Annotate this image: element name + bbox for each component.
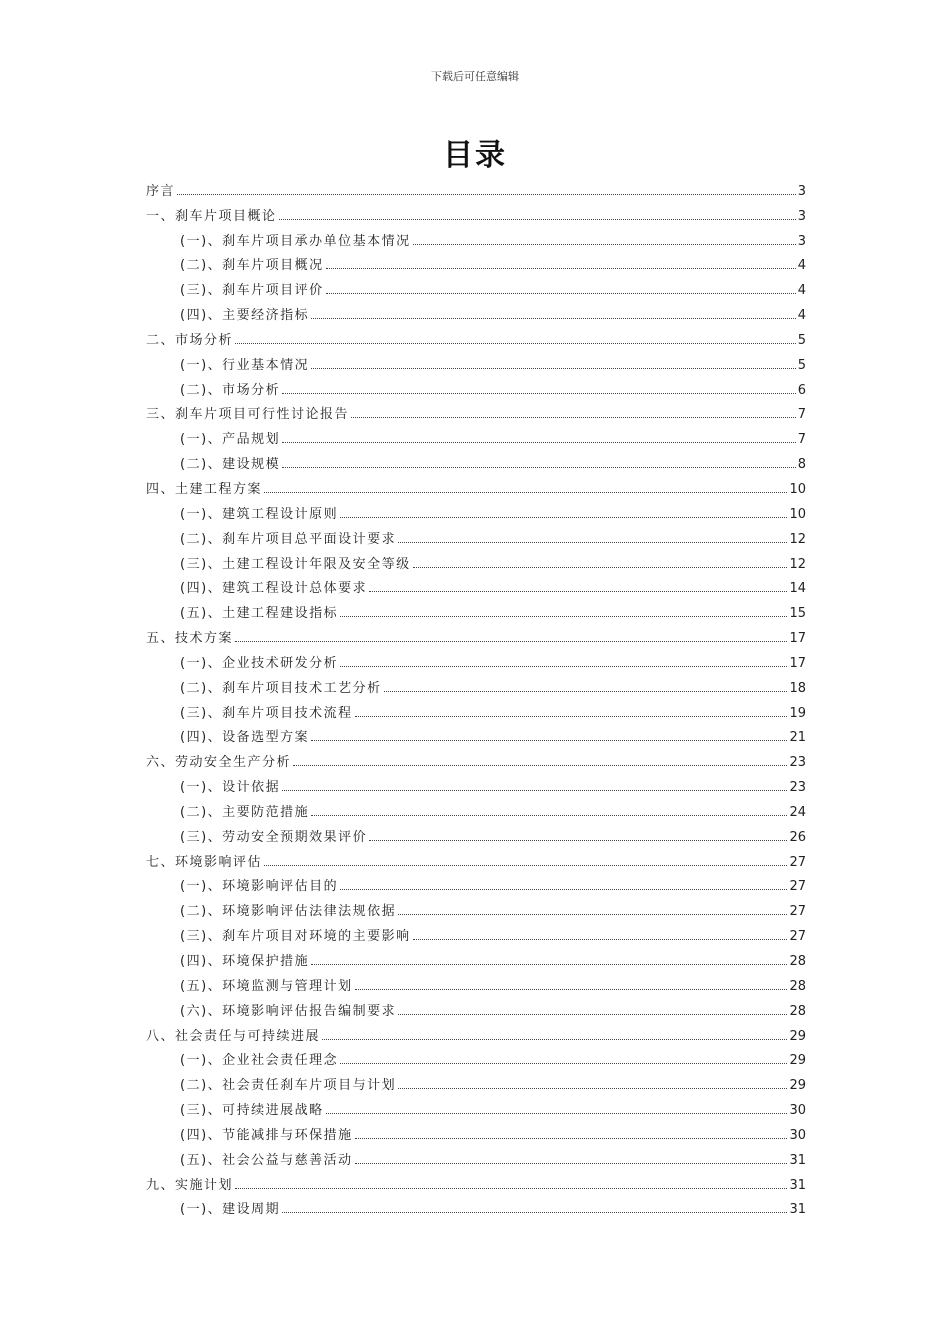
toc-entry-page-number: 3: [797, 208, 806, 224]
toc-entry[interactable]: [146, 1118, 806, 1143]
toc-entry-page-number: 31: [789, 1177, 806, 1193]
toc-entry-label: (三)、刹车片项目技术流程: [180, 705, 353, 721]
toc-entry[interactable]: [146, 795, 806, 820]
toc-entry[interactable]: [146, 1068, 806, 1093]
toc-entry[interactable]: [146, 447, 806, 472]
toc-entry-page-number: 4: [797, 283, 806, 299]
toc-entry-label: (四)、主要经济指标: [180, 308, 310, 324]
toc-entry-page-number: 30: [789, 1103, 806, 1119]
toc-dot-leader: [355, 1163, 788, 1164]
toc-dot-leader: [282, 467, 796, 468]
toc-dot-leader: [413, 567, 788, 568]
toc-dot-leader: [413, 244, 796, 245]
toc-dot-leader: [413, 939, 788, 940]
toc-entry-label: (二)、社会责任刹车片项目与计划: [180, 1078, 397, 1094]
toc-dot-leader: [369, 591, 787, 592]
toc-dot-leader: [355, 1138, 788, 1139]
toc-dot-leader: [326, 293, 796, 294]
toc-entry[interactable]: [146, 1019, 806, 1044]
toc-entry[interactable]: [146, 522, 806, 547]
toc-entry[interactable]: [146, 621, 806, 646]
toc-dot-leader: [311, 368, 796, 369]
toc-entry-label: (五)、社会公益与慈善活动: [180, 1152, 353, 1168]
toc-entry-page-number: 5: [797, 332, 806, 348]
toc-entry-page-number: 23: [789, 755, 806, 771]
toc-entry-label: (五)、土建工程建设指标: [180, 606, 339, 622]
toc-entry-page-number: 31: [789, 1152, 806, 1168]
toc-dot-leader: [384, 691, 788, 692]
toc-dot-leader: [293, 765, 787, 766]
toc-entry-label: (五)、环境监测与管理计划: [180, 978, 353, 994]
toc-entry-label: (一)、刹车片项目承办单位基本情况: [180, 233, 411, 249]
toc-entry-page-number: 10: [789, 506, 806, 522]
toc-entry-label: 七、环境影响评估: [146, 854, 263, 870]
toc-entry-page-number: 29: [789, 1028, 806, 1044]
toc-entry-label: (二)、主要防范措施: [180, 804, 310, 820]
toc-entry[interactable]: [146, 745, 806, 770]
toc-entry-page-number: 5: [797, 357, 806, 373]
page-title: 目录: [443, 138, 507, 173]
toc-entry-page-number: 10: [789, 481, 806, 497]
toc-entry[interactable]: [146, 671, 806, 696]
toc-entry-page-number: 3: [797, 183, 806, 199]
toc-entry[interactable]: [146, 249, 806, 274]
toc-entry-label: (二)、刹车片项目概况: [180, 258, 324, 274]
toc-entry[interactable]: [146, 845, 806, 870]
toc-entry-page-number: 30: [789, 1127, 806, 1143]
toc-entry[interactable]: [146, 1093, 806, 1118]
toc-entry[interactable]: [146, 547, 806, 572]
toc-entry-label: (六)、环境影响评估报告编制要求: [180, 1003, 397, 1019]
toc-entry-page-number: 17: [789, 631, 806, 647]
toc-entry[interactable]: [146, 1044, 806, 1069]
toc-dot-leader: [398, 914, 787, 915]
toc-dot-leader: [340, 517, 787, 518]
toc-entry-label: (二)、市场分析: [180, 382, 281, 398]
toc-dot-leader: [326, 1113, 788, 1114]
toc-entry-label: (二)、刹车片项目技术工艺分析: [180, 680, 382, 696]
toc-entry-page-number: 8: [797, 457, 806, 473]
toc-entry-page-number: 17: [789, 655, 806, 671]
toc-entry-label: (一)、设计依据: [180, 780, 281, 796]
toc-dot-leader: [351, 417, 796, 418]
toc-entry[interactable]: [146, 1143, 806, 1168]
toc-dot-leader: [311, 740, 787, 741]
toc-entry[interactable]: [146, 770, 806, 795]
toc-dot-leader: [322, 1039, 787, 1040]
toc-entry[interactable]: [146, 944, 806, 969]
toc-entry-label: (一)、行业基本情况: [180, 357, 310, 373]
toc-entry[interactable]: [146, 422, 806, 447]
table-of-contents: [146, 174, 806, 1217]
toc-dot-leader: [398, 1014, 787, 1015]
toc-entry-page-number: 4: [797, 308, 806, 324]
toc-dot-leader: [355, 716, 788, 717]
toc-dot-leader: [235, 343, 796, 344]
toc-entry[interactable]: [146, 820, 806, 845]
toc-dot-leader: [355, 989, 788, 990]
toc-dot-leader: [311, 964, 787, 965]
toc-dot-leader: [340, 889, 787, 890]
toc-entry[interactable]: [146, 224, 806, 249]
toc-entry[interactable]: [146, 596, 806, 621]
toc-entry-label: (四)、环境保护措施: [180, 954, 310, 969]
toc-entry-label: (一)、建筑工程设计原则: [180, 506, 339, 522]
toc-entry-page-number: 18: [789, 680, 806, 696]
toc-entry-page-number: 27: [789, 929, 806, 945]
toc-entry-label: 一、刹车片项目概论: [146, 208, 277, 224]
toc-entry-label: 六、劳动安全生产分析: [146, 755, 292, 771]
toc-dot-leader: [282, 1212, 787, 1213]
toc-dot-leader: [235, 641, 787, 642]
toc-entry-page-number: 28: [789, 978, 806, 994]
toc-entry[interactable]: [146, 298, 806, 323]
toc-entry-label: (一)、环境影响评估目的: [180, 879, 339, 895]
toc-dot-leader: [398, 542, 787, 543]
toc-entry[interactable]: [146, 199, 806, 224]
toc-entry[interactable]: [146, 497, 806, 522]
toc-entry-page-number: 28: [789, 954, 806, 969]
toc-entry-page-number: 27: [789, 904, 806, 920]
toc-dot-leader: [369, 840, 787, 841]
toc-entry-page-number: 15: [789, 606, 806, 622]
toc-entry-page-number: 24: [789, 804, 806, 820]
toc-entry-page-number: 31: [789, 1202, 806, 1218]
toc-entry[interactable]: [146, 174, 806, 199]
toc-entry-label: (一)、产品规划: [180, 432, 281, 448]
toc-dot-leader: [311, 815, 787, 816]
toc-entry[interactable]: [146, 572, 806, 597]
toc-dot-leader: [177, 194, 796, 195]
toc-entry-label: (三)、劳动安全预期效果评价: [180, 829, 368, 845]
toc-entry-label: (三)、土建工程设计年限及安全等级: [180, 556, 411, 572]
toc-entry-label: 序言: [146, 183, 176, 199]
toc-entry-page-number: 4: [797, 258, 806, 274]
toc-entry-label: (三)、刹车片项目对环境的主要影响: [180, 929, 411, 945]
toc-entry-label: 三、刹车片项目可行性讨论报告: [146, 407, 350, 423]
toc-entry-page-number: 29: [789, 1078, 806, 1094]
toc-dot-leader: [326, 268, 796, 269]
toc-entry-page-number: 26: [789, 829, 806, 845]
toc-entry[interactable]: [146, 919, 806, 944]
toc-entry[interactable]: [146, 696, 806, 721]
toc-entry-label: (一)、企业技术研发分析: [180, 655, 339, 671]
toc-dot-leader: [340, 666, 787, 667]
toc-entry-page-number: 12: [789, 556, 806, 572]
toc-dot-leader: [398, 1088, 787, 1089]
toc-entry[interactable]: [146, 1168, 806, 1193]
toc-entry-page-number: 29: [789, 1053, 806, 1069]
toc-entry[interactable]: [146, 894, 806, 919]
toc-entry-label: (二)、环境影响评估法律法规依据: [180, 904, 397, 920]
toc-entry-page-number: 21: [789, 730, 806, 746]
toc-entry[interactable]: [146, 646, 806, 671]
toc-dot-leader: [264, 865, 787, 866]
toc-entry-label: (四)、建筑工程设计总体要求: [180, 581, 368, 597]
toc-entry-label: 八、社会责任与可持续进展: [146, 1028, 321, 1044]
toc-entry-label: (一)、企业社会责任理念: [180, 1053, 339, 1069]
toc-entry-page-number: 12: [789, 531, 806, 547]
toc-entry-label: 五、技术方案: [146, 631, 234, 647]
toc-dot-leader: [311, 318, 796, 319]
toc-dot-leader: [340, 1063, 787, 1064]
toc-entry[interactable]: [146, 398, 806, 423]
toc-dot-leader: [235, 1188, 787, 1189]
toc-dot-leader: [282, 442, 796, 443]
toc-entry-page-number: 14: [789, 581, 806, 597]
toc-entry-label: 四、土建工程方案: [146, 481, 263, 497]
toc-entry-label: (四)、节能减排与环保措施: [180, 1127, 353, 1143]
toc-entry[interactable]: [146, 721, 806, 746]
toc-entry-page-number: 6: [797, 382, 806, 398]
toc-entry[interactable]: [146, 969, 806, 994]
toc-entry-label: 二、市场分析: [146, 332, 234, 348]
toc-entry-page-number: 7: [797, 407, 806, 423]
toc-entry[interactable]: [146, 273, 806, 298]
toc-entry[interactable]: [146, 472, 806, 497]
toc-entry-label: (二)、建设规模: [180, 457, 281, 473]
toc-dot-leader: [340, 616, 787, 617]
toc-entry[interactable]: [146, 373, 806, 398]
toc-entry-label: (三)、可持续进展战略: [180, 1103, 324, 1119]
toc-entry-page-number: 27: [789, 879, 806, 895]
toc-entry[interactable]: [146, 994, 806, 1019]
toc-entry[interactable]: [146, 348, 806, 373]
toc-entry-page-number: 28: [789, 1003, 806, 1019]
toc-entry-page-number: 27: [789, 854, 806, 870]
header-note: 下载后可任意编辑: [431, 70, 519, 83]
toc-dot-leader: [264, 492, 787, 493]
toc-entry-label: 九、实施计划: [146, 1177, 234, 1193]
toc-entry-page-number: 19: [789, 705, 806, 721]
toc-entry-page-number: 7: [797, 432, 806, 448]
toc-dot-leader: [282, 790, 787, 791]
toc-entry-label: (一)、建设周期: [180, 1202, 281, 1218]
toc-dot-leader: [282, 393, 796, 394]
toc-dot-leader: [279, 219, 796, 220]
toc-entry[interactable]: [146, 870, 806, 895]
toc-entry[interactable]: [146, 1193, 806, 1218]
toc-entry-label: (四)、设备选型方案: [180, 730, 310, 746]
toc-entry-page-number: 23: [789, 780, 806, 796]
toc-entry[interactable]: [146, 323, 806, 348]
toc-entry-label: (三)、刹车片项目评价: [180, 283, 324, 299]
toc-entry-label: (二)、刹车片项目总平面设计要求: [180, 531, 397, 547]
toc-entry-page-number: 3: [797, 233, 806, 249]
